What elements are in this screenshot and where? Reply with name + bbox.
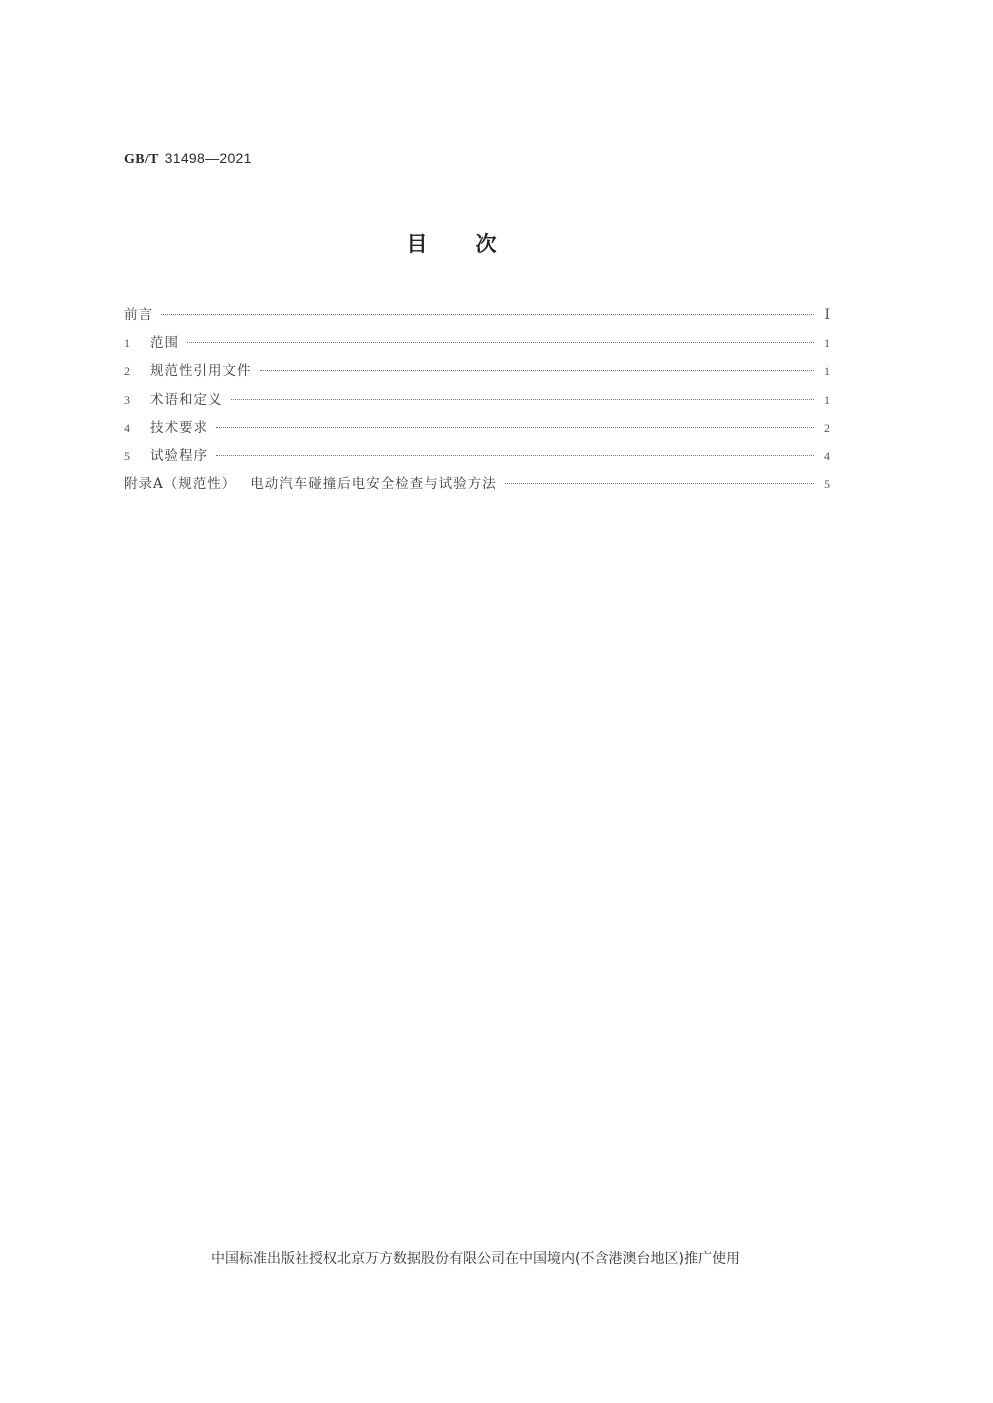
toc-item-number: 3: [124, 392, 130, 407]
toc-item-label: 规范性引用文件: [150, 363, 252, 380]
toc-leader-dots: [161, 314, 814, 315]
toc-item-label: 前言: [124, 307, 153, 323]
toc-leader-dots: [231, 399, 815, 400]
toc-leader-dots: [216, 455, 814, 456]
toc-item-label: 术语和定义: [150, 391, 223, 408]
toc-annex-title: 电动汽车碰撞后电安全检查与试验方法: [250, 476, 497, 493]
toc-leader-dots: [505, 483, 814, 484]
toc-item-normative-references[interactable]: [124, 359, 830, 387]
standard-number-value: 31498—2021: [164, 150, 252, 166]
toc-item-foreword[interactable]: [124, 303, 830, 331]
toc-item-page: 5: [824, 477, 830, 492]
toc-item-page: 2: [824, 420, 830, 435]
toc-item-label: 技术要求: [150, 419, 208, 436]
table-of-contents: [124, 303, 830, 500]
toc-item-number: 5: [124, 448, 130, 463]
toc-item-page: 1: [824, 336, 830, 351]
toc-item-page: Ⅰ: [824, 308, 830, 323]
toc-item-number: 4: [124, 420, 130, 435]
toc-item-technical-requirements[interactable]: [124, 416, 830, 444]
toc-item-scope[interactable]: [124, 331, 830, 359]
toc-item-number: 1: [124, 336, 130, 351]
toc-annex-label: 附录A（规范性）: [124, 476, 237, 493]
toc-leader-dots: [187, 342, 814, 343]
toc-item-page: 1: [824, 364, 830, 379]
standard-prefix: GB/T: [124, 152, 159, 167]
standard-number: [124, 150, 252, 168]
toc-item-annex-a[interactable]: [124, 472, 830, 500]
toc-item-label: [124, 472, 497, 492]
toc-leader-dots: [216, 427, 814, 428]
page-title: 目次: [406, 232, 545, 256]
toc-item-label: 试验程序: [150, 447, 208, 464]
toc-item-terms-definitions[interactable]: [124, 388, 830, 416]
toc-item-page: 1: [824, 392, 830, 407]
toc-item-label: 范围: [150, 335, 179, 352]
license-footer: 中国标准出版社授权北京万方数据股份有限公司在中国境内(不含港澳台地区)推广使用: [211, 1251, 740, 1267]
toc-item-page: 4: [824, 448, 830, 463]
toc-leader-dots: [260, 370, 815, 371]
toc-item-test-procedure[interactable]: [124, 444, 830, 472]
toc-item-number: 2: [124, 364, 130, 379]
